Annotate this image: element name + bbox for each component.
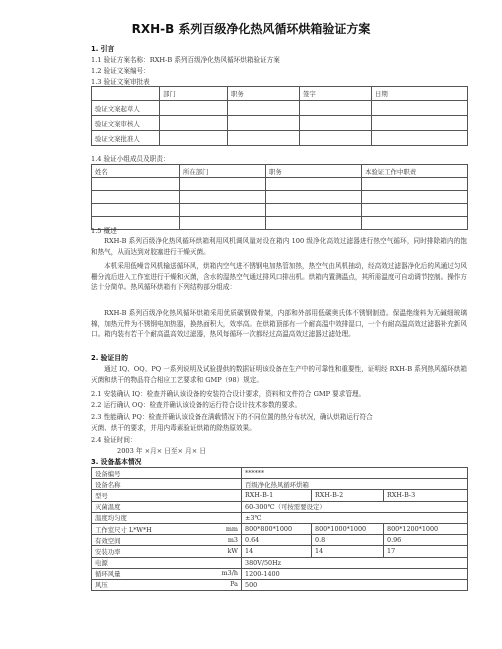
unit-label: m3/h [221, 569, 238, 578]
equipment-table [91, 467, 468, 591]
approval-row-label: 验证文案批准人 [92, 131, 160, 146]
approval-header-cell: 职务 [228, 87, 300, 101]
equipment-label: 工作室尺寸 L*W*H mm [92, 523, 242, 534]
unit-label: Pa [230, 580, 238, 589]
equipment-value: 0.64 [242, 535, 312, 546]
table-row [92, 512, 468, 523]
team-table [91, 164, 468, 230]
section-2-heading: 2. 验证目的 [91, 354, 128, 362]
table-row [92, 101, 468, 116]
table-row [92, 490, 468, 501]
table-row [92, 178, 468, 191]
table-row [92, 131, 468, 146]
table-row [92, 479, 468, 490]
approval-header-cell: 部门 [160, 87, 228, 101]
team-header-cell: 姓名 [92, 165, 180, 178]
table-row [92, 546, 468, 557]
line-2-3-cont: 灭菌、烘干的要求，并用内毒素验证烘箱的除热原效果。 [91, 424, 256, 432]
table-row [92, 579, 468, 590]
equipment-value: 14 [312, 546, 384, 557]
approval-row-label: 验证文案审核人 [92, 116, 160, 131]
overview-paragraph-2: 本机采用低噪音风机输送循环风，烘箱内空气进不锈钢电加热管加热，热空气由风机抽动，经高效过滤器净化后的风通过匀风栅分流后进入工作室进行干燥和灭菌，含水的湿热空气通过排风口排出机。烘箱内置测温点，其所需温度可自动调节控制。操作方法十分简单。热风循环烘箱有下列结构部分组成： [91, 262, 467, 292]
approval-header-cell: 日期 [372, 87, 468, 101]
approval-header-cell: 签字 [300, 87, 372, 101]
equipment-value: 14 [242, 546, 312, 557]
purpose-paragraph: 通过 IQ、OQ、PQ 一系列说明及试验提供的数据证明该设备在生产中的可靠性和重要性，证明经 RXH-B 系列热风循环烘箱灭菌和烘干的物品符合相应工艺要求和 GMP（98）规定。 [91, 365, 467, 384]
line-2-2: 2.2 运行确认 OQ：检查并确认该设备的运行符合设计技术参数的要求。 [91, 401, 302, 409]
equipment-label: 电源 [92, 557, 242, 568]
table-row [92, 501, 468, 512]
equipment-value: 800*1200*1000 [384, 523, 468, 534]
equipment-value: 500 [242, 579, 468, 590]
table-row [92, 468, 468, 479]
equipment-value: RXH-B-3 [384, 490, 468, 501]
table-row [92, 535, 468, 546]
equipment-value: 0.8 [312, 535, 384, 546]
approval-table-header [92, 87, 468, 101]
line-1-4: 1.4 验证小组成员及职责： [91, 155, 170, 163]
equipment-value: ±3℃ [242, 512, 468, 523]
table-row [92, 116, 468, 131]
team-table-header [92, 165, 468, 178]
equipment-label: 循环风量 m3/h [92, 568, 242, 579]
equipment-value: 380V/50Hz [242, 557, 468, 568]
equipment-value: 17 [384, 546, 468, 557]
table-row [92, 557, 468, 568]
table-row [92, 568, 468, 579]
equipment-value: RXH-B-1 [242, 490, 312, 501]
equipment-label: 设备编号 [92, 468, 242, 479]
equipment-label: 设备名称 [92, 479, 242, 490]
overview-paragraph-1: RXH-B 系列百级净化热风循环烘箱利用风机调风量对设在箱内 100 级净化高效过滤器进行热空气循环，同时排除箱内的饱和热气，从而达到对胶塞进行干燥灭菌。 [91, 237, 467, 256]
equipment-label: 灭菌温度 [92, 501, 242, 512]
unit-label: m3 [227, 535, 238, 544]
line-2-1: 2.1 安装确认 IQ：检查并确认该设备的安装符合设计要求，资料和文件符合 GMP 要求管理。 [91, 390, 366, 398]
equipment-label: 有效空间 m3 [92, 535, 242, 546]
equipment-value: RXH-B-2 [312, 490, 384, 501]
equipment-label: 温度均匀度 [92, 512, 242, 523]
team-header-cell: 所在部门 [180, 165, 266, 178]
equipment-value: 百级净化热风循环烘箱 [242, 479, 468, 490]
equipment-value: 0.96 [384, 535, 468, 546]
equipment-value: 800*800*1000 [242, 523, 312, 534]
approval-table [91, 86, 468, 146]
equipment-value: 1200-1400 [242, 568, 468, 579]
overview-paragraph-3: RXH-B 系列百级净化热风循环烘箱采用优质碳钢做骨架，内部和外部用低碳奥氏体不锈钢制造。保温绝缘料为无碱细玻璃棉，加热元件为不锈钢电加热器，换热面积大，效率高。在烘箱顶部有一个耐高温中效排湿口，一个有耐高温高效过滤器补充新风口。箱内装有若干个耐高温高效过滤器，热风每循环一次都经过高温高效过滤器过滤处理。 [91, 309, 467, 339]
validation-date: 2003 年 ×月× 日至× 月× 日 [117, 447, 206, 455]
line-2-4: 2.4 验证时间： [91, 436, 137, 444]
approval-row-label: 验证文案起草人 [92, 101, 160, 116]
team-header-cell: 本验证工作中职责 [362, 165, 468, 178]
line-2-3: 2.3 性能确认 PQ：检查并确认该设备在满载情况下的不同位置的热分布状况，确认烘箱运行符合 [91, 413, 373, 421]
approval-header-cell [92, 87, 160, 101]
equipment-label: 安装功率 kW [92, 546, 242, 557]
table-row [92, 523, 468, 534]
line-1-1: 1.1 验证方案名称：RXH-B 系列百级净化热风循环烘箱验证方案 [91, 56, 280, 64]
section-1-heading: 1. 引言 [91, 45, 115, 53]
equipment-value: 60-300℃（可按需要设定） [242, 501, 468, 512]
table-row [92, 217, 468, 230]
equipment-label: 型号 [92, 490, 242, 501]
unit-label: mm [225, 524, 238, 533]
equipment-value: ****** [242, 468, 468, 479]
unit-label: kW [227, 546, 238, 555]
table-row [92, 204, 468, 217]
equipment-label: 风压 Pa [92, 579, 242, 590]
section-3-heading: 3. 设备基本情况 [91, 458, 142, 466]
table-row [92, 191, 468, 204]
equipment-value: 800*1000*1000 [312, 523, 384, 534]
team-header-cell: 职务 [266, 165, 362, 178]
line-1-2: 1.2 验证文案编号： [91, 67, 150, 75]
line-1-5: 1.5 概述 [91, 227, 117, 235]
document-title: RXH-B 系列百级净化热风循环烘箱验证方案 [131, 22, 371, 36]
line-1-3: 1.3 验证文案审批表 [91, 78, 150, 86]
